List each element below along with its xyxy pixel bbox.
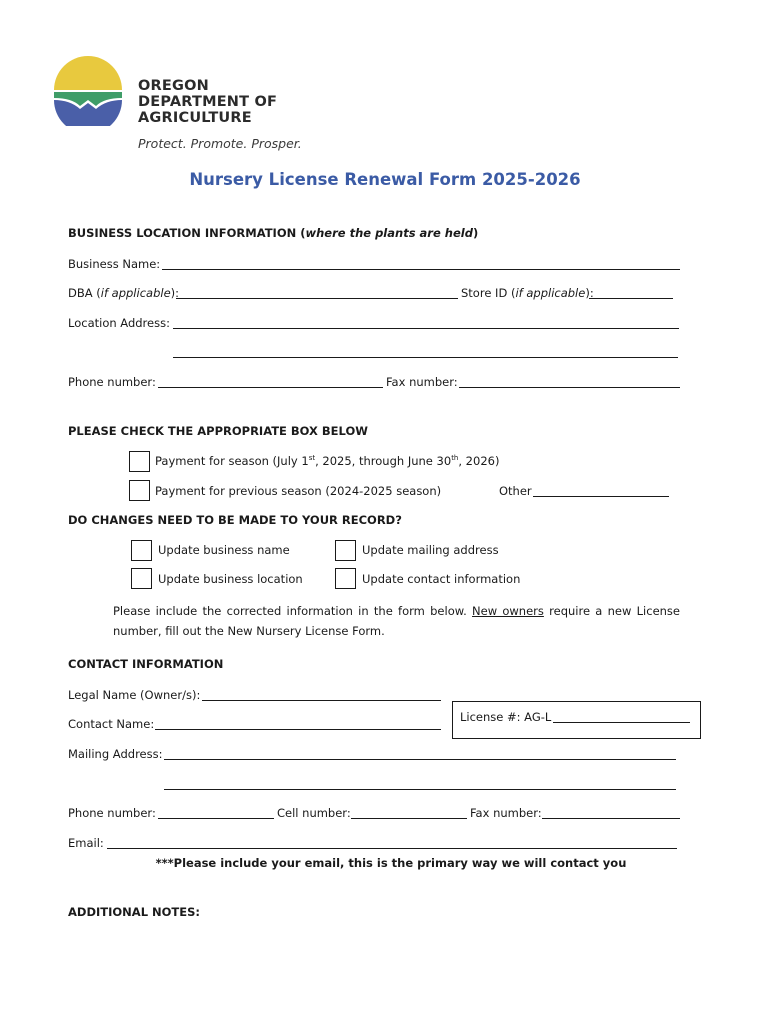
contact-phone-field[interactable] xyxy=(158,818,274,819)
mailing-address-field-1[interactable] xyxy=(164,759,676,760)
season-checkbox[interactable] xyxy=(129,451,150,472)
oda-logo-icon xyxy=(52,54,124,126)
email-note: ***Please include your email, this is the primary way we will contact you xyxy=(155,856,627,870)
contact-name-field[interactable] xyxy=(155,729,441,730)
email-field[interactable] xyxy=(107,848,677,849)
update-business-name-label: Update business name xyxy=(158,543,290,557)
update-contact-information-checkbox[interactable] xyxy=(335,568,356,589)
contact-heading: CONTACT INFORMATION xyxy=(68,657,224,671)
new-owners-link: New owners xyxy=(472,604,544,618)
contact-name-label: Contact Name: xyxy=(68,717,155,731)
store-id-field[interactable] xyxy=(589,298,673,299)
business-name-field[interactable] xyxy=(162,269,680,270)
additional-notes-heading: ADDITIONAL NOTES: xyxy=(68,905,201,919)
phone-label: Phone number: xyxy=(68,375,156,389)
update-business-location-label: Update business location xyxy=(158,572,303,586)
location-address-field-1[interactable] xyxy=(173,328,679,329)
mailing-address-field-2[interactable] xyxy=(164,789,676,790)
additional-notes-area[interactable] xyxy=(68,925,680,1005)
other-label: Other xyxy=(499,484,532,498)
season-label: Payment for season (July 1st, 2025, through June 30th, 2026) xyxy=(155,454,500,468)
update-contact-information-label: Update contact information xyxy=(362,572,521,586)
location-address-label: Location Address: xyxy=(68,316,170,330)
logo-tagline: Protect. Promote. Prosper. xyxy=(138,136,302,151)
contact-fax-label: Fax number: xyxy=(470,806,542,820)
legal-name-label: Legal Name (Owner/s): xyxy=(68,688,201,702)
fax-label: Fax number: xyxy=(386,375,458,389)
changes-heading: DO CHANGES NEED TO BE MADE TO YOUR RECORD? xyxy=(68,513,402,527)
store-id-label: Store ID (if applicable): xyxy=(461,286,594,300)
location-address-field-2[interactable] xyxy=(173,357,678,358)
email-label: Email: xyxy=(68,836,104,850)
cell-field[interactable] xyxy=(351,818,467,819)
business-location-heading: BUSINESS LOCATION INFORMATION (where the plants are held) xyxy=(68,226,479,240)
logo-line-2: DEPARTMENT OF xyxy=(138,94,278,110)
logo-line-3: AGRICULTURE xyxy=(138,110,252,126)
fax-field[interactable] xyxy=(459,387,680,388)
dba-label: DBA (if applicable): xyxy=(68,286,180,300)
check-box-heading: PLEASE CHECK THE APPROPRIATE BOX BELOW xyxy=(68,424,368,438)
other-field[interactable] xyxy=(533,496,669,497)
update-mailing-address-label: Update mailing address xyxy=(362,543,499,557)
page-title: Nursery License Renewal Form 2025-2026 xyxy=(189,170,581,189)
phone-field[interactable] xyxy=(158,387,383,388)
dba-field[interactable] xyxy=(176,298,458,299)
license-number-label: License #: AG-L xyxy=(460,710,552,724)
cell-label: Cell number: xyxy=(277,806,351,820)
license-number-field[interactable] xyxy=(553,722,690,723)
contact-phone-label: Phone number: xyxy=(68,806,156,820)
update-mailing-address-checkbox[interactable] xyxy=(335,540,356,561)
contact-fax-field[interactable] xyxy=(542,818,680,819)
logo-line-1: OREGON xyxy=(138,78,209,94)
business-name-label: Business Name: xyxy=(68,257,161,271)
update-business-location-checkbox[interactable] xyxy=(131,568,152,589)
update-business-name-checkbox[interactable] xyxy=(131,540,152,561)
legal-name-field[interactable] xyxy=(202,700,441,701)
previous-season-checkbox[interactable] xyxy=(129,480,150,501)
previous-season-label: Payment for previous season (2024-2025 season) xyxy=(155,484,442,498)
changes-instructions: Please include the corrected information in the form below. New owners require a new License number, fill out the New Nursery License Form. xyxy=(113,604,680,638)
mailing-address-label: Mailing Address: xyxy=(68,747,163,761)
